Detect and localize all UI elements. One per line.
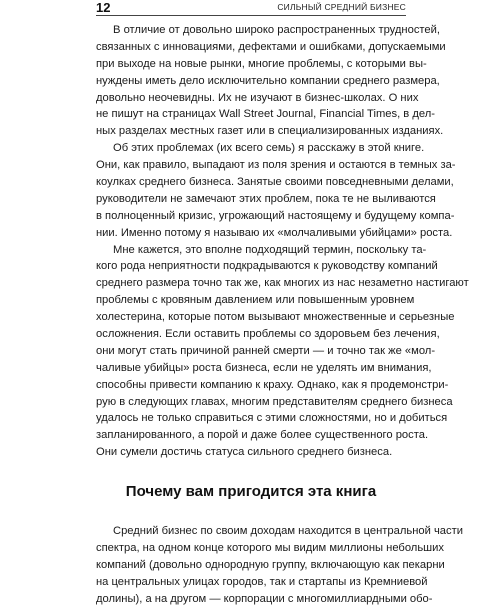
page-header (96, 0, 406, 14)
text-line: способны привести компанию к краху. Однако, как я продемонстри- (96, 378, 449, 391)
text-line: компаний (довольно однородную группу, включающую как пекарни (96, 558, 445, 571)
text-line: В отличие от довольно широко распространенных трудностей, (113, 24, 440, 36)
text-line: запланированного, а порой и даже более существенного роста. (96, 429, 429, 442)
text-line: удалось не только справиться с этими сложностями, но и добиться (96, 412, 448, 425)
text-line: Они, как правило, выпадают из поля зрения и остаются в темных за- (96, 159, 456, 172)
text-line: довольно неочевидны. Их не изучают в бизнес-школах. О них (96, 91, 419, 104)
text-line: проблемы с кровяным давлением или повышенным уровнем (96, 294, 415, 307)
running-head: СИЛЬНЫЙ СРЕДНИЙ БИЗНЕС (277, 2, 406, 12)
text-line: при выходе на новые рынки, многие проблемы, с которыми вы- (96, 57, 427, 70)
text-line: осложнения. Если оставить проблемы со здоровьем без лечения, (96, 328, 440, 341)
text-line: Средний бизнес по своим доходам находится в центральной части (113, 525, 463, 538)
page-number: 12 (96, 0, 111, 15)
text-line: спектра, на одном конце которого мы видим миллионы небольших (96, 542, 444, 555)
text-line: коулках среднего бизнеса. Занятые своими повседневными делами, (96, 176, 454, 189)
text-line: в полноценный кризис, угрожающий настоящему и будущему компа- (96, 209, 455, 222)
text-line: ных разделах местных газет или в специализированных изданиях. (96, 125, 444, 138)
text-line: среднего размера точно так же, как многих из нас незаметно настигают (96, 277, 469, 290)
text-line: они могут стать причиной ранней смерти — и точно так же «мол- (96, 344, 436, 357)
text-line: нии. Именно потому я называю их «молчаливыми убийцами» роста. (96, 226, 453, 239)
text-line: кого рода неприятности подкрадываются к руководству компаний (96, 260, 438, 273)
text-line: чаливые убийцы» роста бизнеса, если не уделять им внимания, (96, 361, 432, 374)
text-line: Мне кажется, это вполне подходящий термин, поскольку та- (113, 243, 427, 256)
text-line: на центральных улицах городов, так и стартапы из Кремниевой (96, 575, 428, 588)
text-line: нуждены иметь дело исключительно компании среднего размера, (96, 74, 440, 87)
text-line: рую в следующих главах, многим представителям среднего бизнеса (96, 395, 453, 408)
text-line: не пишут на страницах Wall Street Journal, Financial Times, в дел- (96, 108, 435, 121)
text-line: долины), а на другом — корпорации с многомиллиардными обо- (96, 592, 433, 605)
text-line: руководители не замечают этих проблем, пока те не выливаются (96, 192, 436, 205)
body-text (96, 22, 469, 608)
header-rule (96, 15, 406, 16)
text-line: Об этих проблемах (их всего семь) я расскажу в этой книге. (113, 142, 425, 155)
section-heading: Почему вам пригодится эта книга (125, 483, 377, 501)
text-line: Они сумели достичь статуса сильного среднего бизнеса. (96, 446, 393, 459)
text-line: холестерина, которые потом вызывают множественные и серьезные (96, 311, 455, 324)
text-line: связанных с инновациями, дефектами и ошибками, допускаемыми (96, 40, 446, 53)
